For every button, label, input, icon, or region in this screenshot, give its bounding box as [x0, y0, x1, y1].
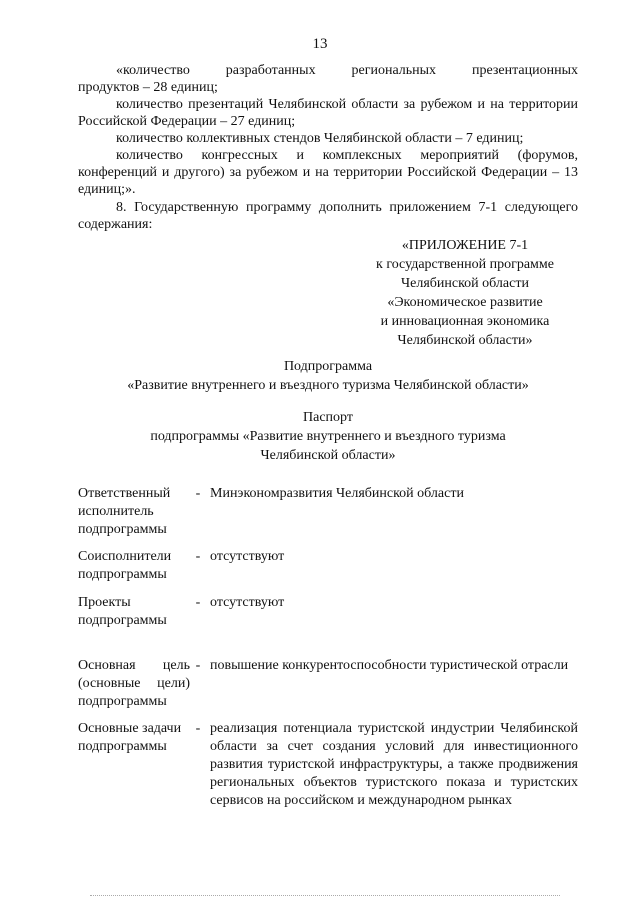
passport-heading	[78, 408, 578, 465]
intro-line-1-end: продуктов – 28 единиц;	[78, 80, 218, 95]
subprogram-name: «Развитие внутреннего и въездного туризма Челябинской области»	[127, 378, 529, 393]
row-label-goal: Основная цель (основные цели) подпрограммы	[78, 658, 190, 709]
appendix-line: Челябинской области	[401, 276, 529, 291]
appendix-line: «Экономическое развитие	[387, 295, 543, 310]
appendix-line: «ПРИЛОЖЕНИЕ 7-1	[401, 238, 529, 253]
row-value-tasks: реализация потенциала туристской индустрии Челябинской области за счет создания условий для инвестиционного развития туристской инфраструктуры, а также продвижения региональных объектов туристского показа и туристских сервисов на российском и международном рынках	[210, 721, 578, 808]
passport-subtitle-line-2: Челябинской области»	[260, 448, 396, 463]
appendix-line: к государственной программе	[376, 257, 554, 272]
row-dash: -	[195, 549, 201, 564]
intro-paragraph-3: количество коллективных стендов Челябинской области – 7 единиц;	[116, 131, 524, 146]
intro-paragraph-2: количество презентаций Челябинской области за рубежом и на территории Российской Федерации – 27 единиц;	[78, 97, 578, 129]
row-value-coexecutors: отсутствуют	[210, 549, 285, 564]
row-label-coexecutors: Соисполнители подпрограммы	[78, 549, 172, 582]
row-value-projects: отсутствуют	[210, 595, 285, 610]
appendix-line: и инновационная экономика	[380, 314, 550, 329]
row-value-responsible: Минэкономразвития Челябинской области	[210, 486, 464, 501]
intro-line-1: «количество разработанных региональных презентационных	[116, 63, 578, 78]
row-value-goal: повышение конкурентоспособности туристической отрасли	[210, 658, 569, 673]
row-label-projects: Проекты подпрограммы	[78, 595, 167, 628]
footer-divider	[90, 895, 560, 897]
row-dash: -	[195, 486, 201, 501]
appendix-line: Челябинской области»	[397, 333, 533, 348]
passport-subtitle-line-1: подпрограммы «Развитие внутреннего и въездного туризма	[150, 429, 506, 444]
page-number: 13	[312, 36, 328, 52]
row-dash: -	[195, 595, 201, 610]
subprogram-title: Подпрограмма	[283, 359, 373, 374]
intro-paragraph-1	[78, 62, 578, 96]
subprogram-heading	[78, 357, 578, 395]
row-dash: -	[195, 721, 201, 736]
appendix-heading	[345, 236, 585, 350]
passport-title: Паспорт	[303, 410, 353, 425]
row-label-responsible: Ответственный исполнитель подпрограммы	[78, 486, 171, 537]
intro-paragraph-4: количество конгрессных и комплексных мероприятий (форумов, конференций и другого) за рубежом и на территории Российской Федерации – 13 единиц;».	[78, 148, 578, 197]
row-dash: -	[195, 658, 201, 673]
row-label-tasks: Основные задачи подпрограммы	[78, 721, 182, 754]
intro-paragraph-5: 8. Государственную программу дополнить приложением 7-1 следующего содержания:	[78, 200, 578, 232]
